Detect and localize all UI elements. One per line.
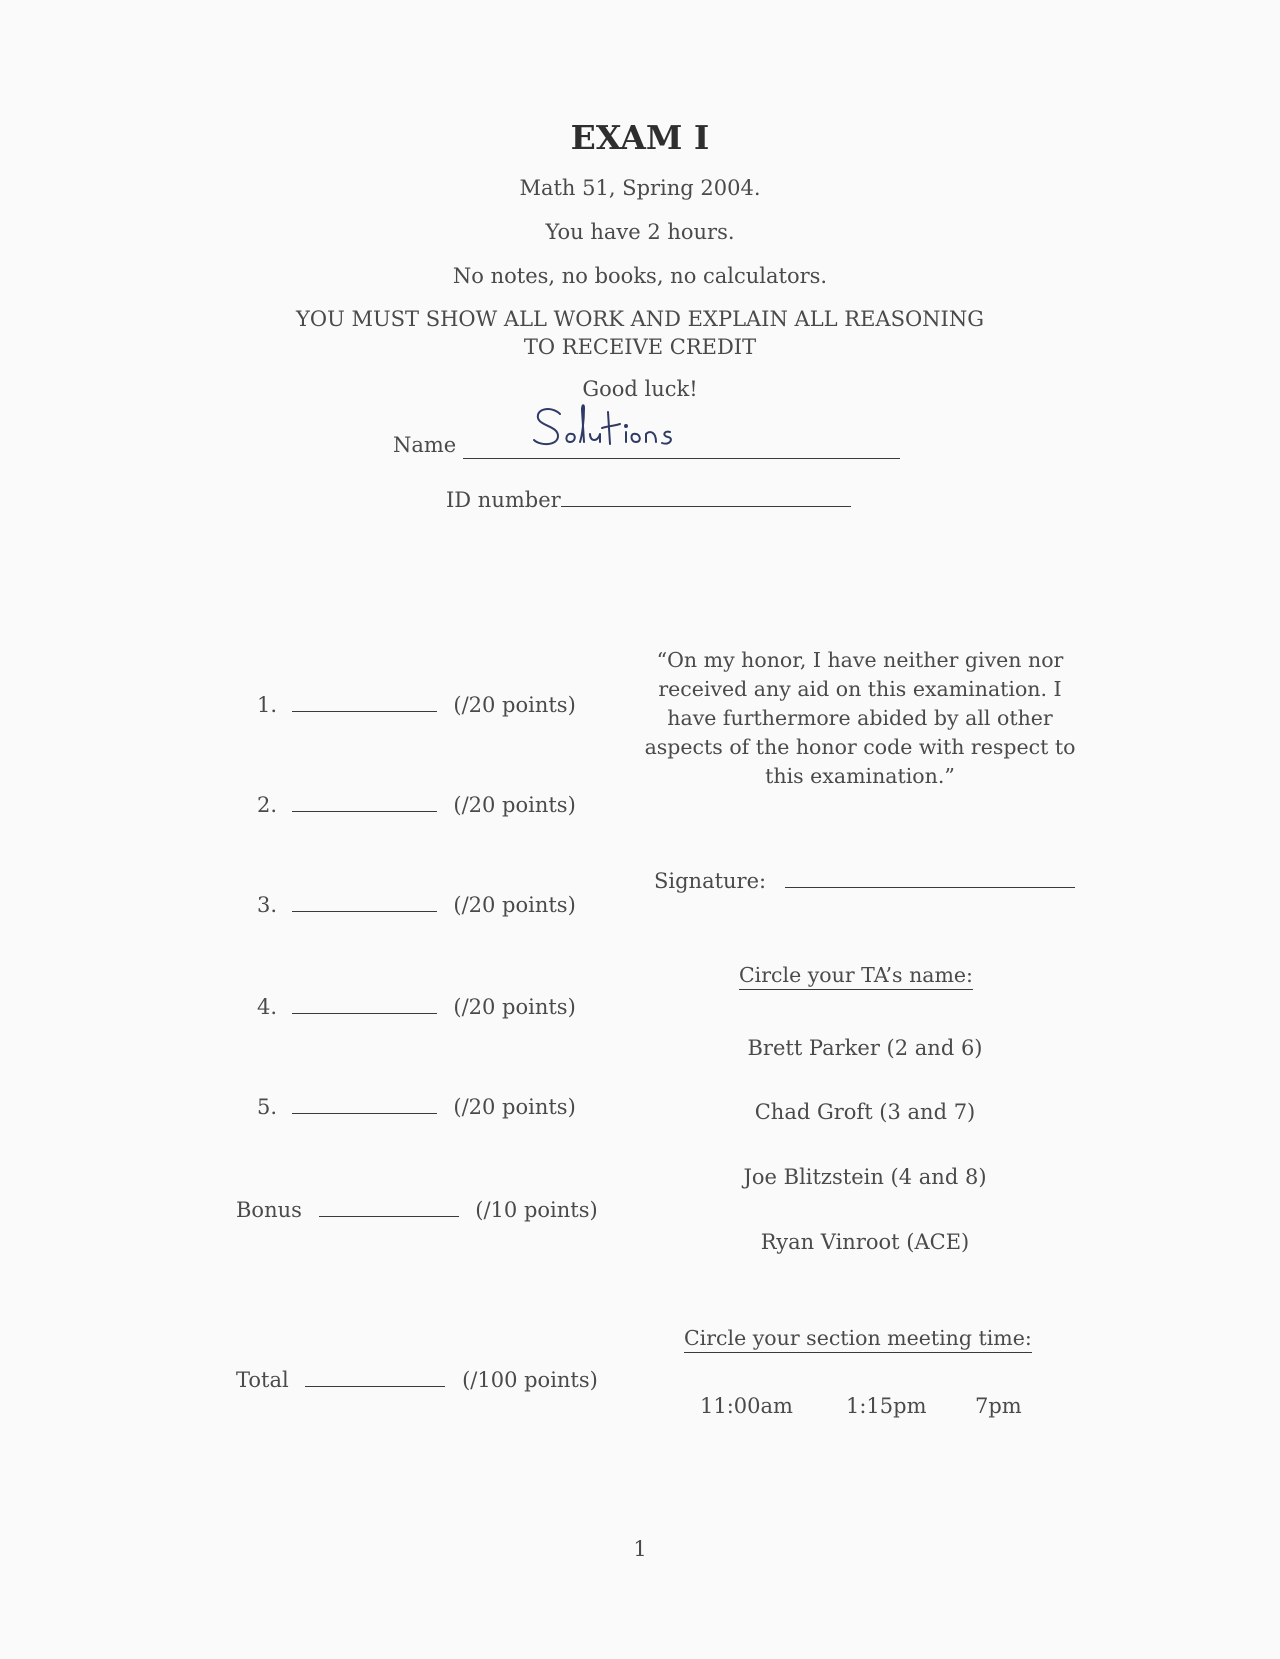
score-label: Bonus	[236, 1198, 302, 1222]
instruction-line-2: TO RECEIVE CREDIT	[523, 335, 757, 359]
id-number-row	[446, 485, 851, 512]
good-luck-line: Good luck!	[582, 377, 698, 401]
signature-field[interactable]	[785, 866, 1075, 888]
section-time-option[interactable]: 11:00am	[700, 1394, 793, 1418]
name-label: Name	[393, 433, 457, 457]
score-label: 5.	[257, 1095, 278, 1119]
rules-line: No notes, no books, no calculators.	[452, 264, 828, 288]
score-field-2[interactable]	[292, 790, 437, 812]
id-number-label: ID number	[446, 488, 561, 512]
score-label: 2.	[257, 793, 278, 817]
score-points: (/20 points)	[453, 693, 576, 717]
exam-title: EXAM I	[570, 118, 710, 157]
score-points: (/20 points)	[453, 793, 576, 817]
score-label: Total	[236, 1368, 289, 1392]
score-row-total	[236, 1365, 598, 1392]
section-time-option[interactable]: 1:15pm	[846, 1394, 927, 1418]
score-points: (/100 points)	[462, 1368, 598, 1392]
ta-name-option[interactable]: Ryan Vinroot (ACE)	[760, 1230, 970, 1254]
score-row-bonus	[236, 1195, 598, 1222]
score-row-5	[257, 1092, 576, 1119]
score-label: 4.	[257, 995, 278, 1019]
score-points: (/20 points)	[453, 893, 576, 917]
score-field-bonus[interactable]	[319, 1195, 459, 1217]
signature-label: Signature:	[654, 869, 767, 893]
score-row-1	[257, 690, 576, 717]
score-field-total[interactable]	[305, 1365, 445, 1387]
score-field-3[interactable]	[292, 890, 437, 912]
handwritten-name	[530, 402, 680, 454]
honor-statement: “On my honor, I have neither given nor received any aid on this examination. I have furthermore abided by all other aspects of the honor code with respect to this examination.”	[644, 648, 1076, 788]
score-label: 1.	[257, 693, 278, 717]
id-number-field[interactable]	[561, 485, 851, 507]
ta-name-option[interactable]: Joe Blitzstein (4 and 8)	[743, 1165, 987, 1189]
course-line: Math 51, Spring 2004.	[519, 176, 761, 200]
score-field-5[interactable]	[292, 1092, 437, 1114]
score-row-2	[257, 790, 576, 817]
ta-name-option[interactable]: Brett Parker (2 and 6)	[747, 1036, 983, 1060]
ta-header: Circle your TA’s name:	[739, 963, 973, 990]
page-number: 1	[633, 1537, 647, 1561]
name-field[interactable]	[463, 458, 900, 459]
score-points: (/10 points)	[475, 1198, 598, 1222]
section-time-option[interactable]: 7pm	[975, 1394, 1022, 1418]
section-header: Circle your section meeting time:	[684, 1326, 1032, 1353]
score-points: (/20 points)	[453, 995, 576, 1019]
time-limit-line: You have 2 hours.	[545, 220, 735, 244]
score-label: 3.	[257, 893, 278, 917]
score-row-3	[257, 890, 576, 917]
score-row-4	[257, 992, 576, 1019]
instruction-line-1: YOU MUST SHOW ALL WORK AND EXPLAIN ALL REASONING	[296, 307, 984, 331]
score-field-1[interactable]	[292, 690, 437, 712]
ta-name-option[interactable]: Chad Groft (3 and 7)	[754, 1100, 976, 1124]
signature-row	[654, 866, 1075, 893]
score-points: (/20 points)	[453, 1095, 576, 1119]
score-field-4[interactable]	[292, 992, 437, 1014]
